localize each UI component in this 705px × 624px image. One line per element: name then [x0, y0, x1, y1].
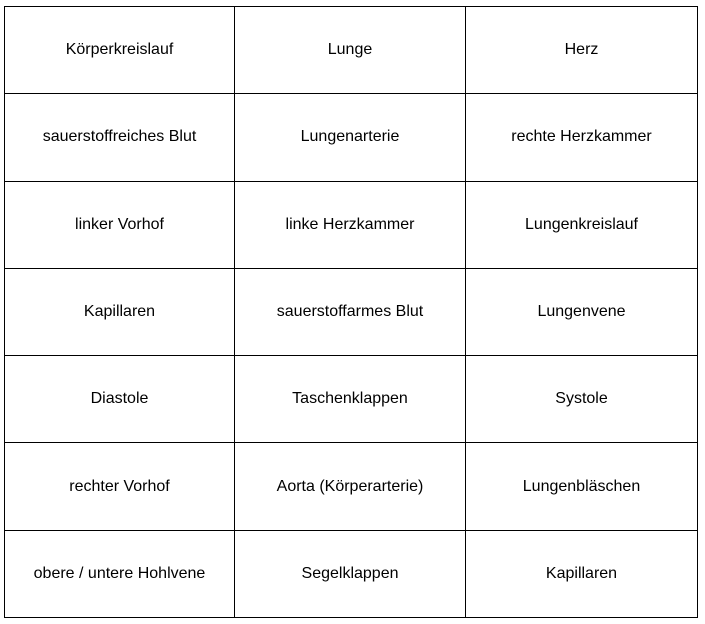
table-row — [5, 443, 698, 530]
term-cell: Lungenkreislauf — [466, 181, 698, 268]
table-row — [5, 530, 698, 617]
term-cell: Lungenbläschen — [466, 443, 698, 530]
term-cell: Taschenklappen — [235, 356, 466, 443]
term-cell: Lunge — [235, 7, 466, 94]
term-cell: Lungenarterie — [235, 94, 466, 181]
term-cell: Kapillaren — [466, 530, 698, 617]
term-cell: sauerstoffarmes Blut — [235, 268, 466, 355]
term-table — [4, 6, 698, 618]
table-row — [5, 94, 698, 181]
term-cell: Körperkreislauf — [5, 7, 235, 94]
term-cell: obere / untere Hohlvene — [5, 530, 235, 617]
term-cell: Kapillaren — [5, 268, 235, 355]
table-row — [5, 7, 698, 94]
term-cell: Aorta (Körperarterie) — [235, 443, 466, 530]
term-card-grid — [4, 6, 697, 618]
term-cell: linker Vorhof — [5, 181, 235, 268]
term-cell: Systole — [466, 356, 698, 443]
term-cell: Segelklappen — [235, 530, 466, 617]
term-cell: linke Herzkammer — [235, 181, 466, 268]
term-cell: Lungenvene — [466, 268, 698, 355]
table-row — [5, 268, 698, 355]
term-cell: Diastole — [5, 356, 235, 443]
term-cell: rechte Herzkammer — [466, 94, 698, 181]
term-cell: Herz — [466, 7, 698, 94]
term-cell: sauerstoffreiches Blut — [5, 94, 235, 181]
table-row — [5, 356, 698, 443]
table-row — [5, 181, 698, 268]
term-cell: rechter Vorhof — [5, 443, 235, 530]
